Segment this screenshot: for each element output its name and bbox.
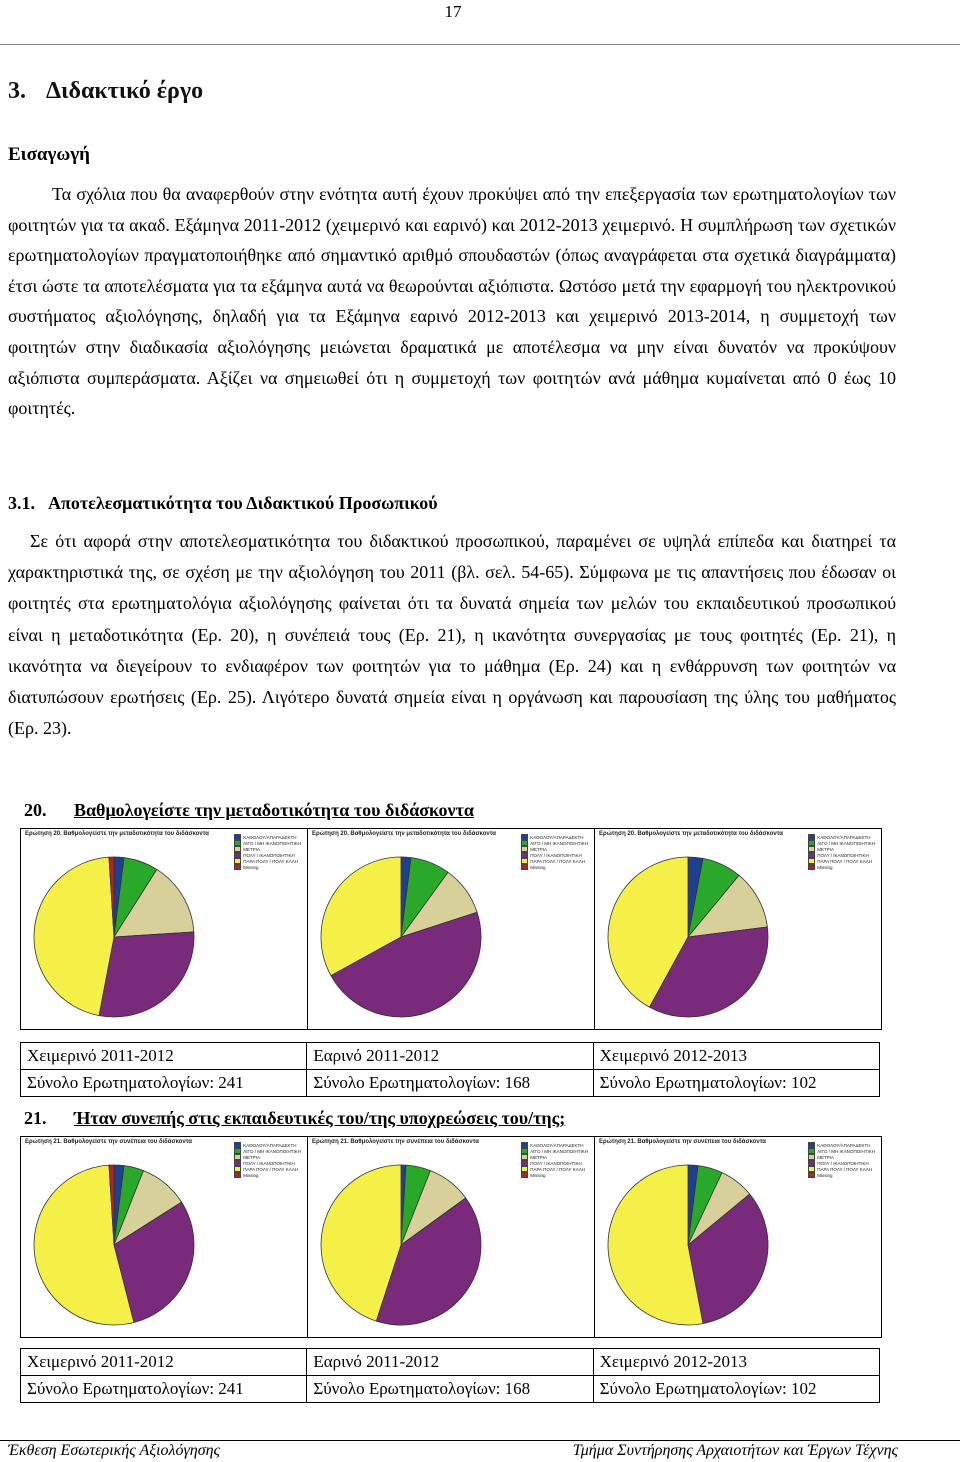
legend-label: ΠΟΛΥ / ΙΚΑΝΟΠΟΙΗΤΙΚΗ [530,852,582,858]
legend-item [521,840,588,846]
legend-label: ΛΙΓΟ / ΜΗ ΙΚΑΝΟΠΟΙΗΤΙΚΗ [530,840,588,846]
q21-heading [24,1108,565,1129]
legend-label: ΠΑΡΑ ΠΟΛΥ / ΠΟΛΥ ΚΑΛΗ [530,858,585,864]
legend-item [808,1148,875,1154]
legend-item [234,858,301,864]
chapter-title: Διδακτικό έργο [46,78,204,104]
legend-label: ΠΟΛΥ / ΙΚΑΝΟΠΟΙΗΤΙΚΗ [817,1160,869,1166]
legend-label: ΛΙΓΟ / ΜΗ ΙΚΑΝΟΠΟΙΗΤΙΚΗ [530,1148,588,1154]
legend-label: ΚΑΘΟΛΟΥ/ΑΠΑΡΑΔΕΚΤΗ [817,1142,871,1148]
legend-item [521,1148,588,1154]
legend-item [521,852,588,858]
legend-label: ΜΕΤΡΙΑ [530,846,548,852]
legend-item [234,1160,301,1166]
pie-chart [29,849,199,1025]
legend-label: ΚΑΘΟΛΟΥ/ΑΠΑΡΑΔΕΚΤΗ [243,834,297,840]
pie-chart [603,1157,773,1333]
legend-item [808,864,875,870]
legend-label: ΠΑΡΑ ΠΟΛΥ / ΠΟΛΥ ΚΑΛΗ [243,1166,298,1172]
legend-label: ΠΟΛΥ / ΙΚΑΝΟΠΟΙΗΤΙΚΗ [530,1160,582,1166]
chart-title: Ερώτηση 21. Βαθμολογείστε την συνέπεια του διδάσκοντα [312,1139,479,1145]
legend-label: ΠΑΡΑ ΠΟΛΥ / ΠΟΛΥ ΚΑΛΗ [817,858,872,864]
legend-swatch [808,1172,815,1178]
header-rule [0,44,960,45]
legend-label: ΚΑΘΟΛΟΥ/ΑΠΑΡΑΔΕΚΤΗ [530,834,584,840]
chart-legend [234,1142,301,1178]
legend-label: ΠΑΡΑ ΠΟΛΥ / ΠΟΛΥ ΚΑΛΗ [817,1166,872,1172]
section-paragraph: Σε ότι αφορά στην αποτελεσματικότητα του διδακτικού προσωπικού, παραμένει σε υψηλά επίπεδα και διατηρεί τα χαρακτηριστικά της, σε σχέση με την αξιολόγηση του 2011 (βλ. σελ. 54-65). Σύμφωνα με τις απαντήσεις που έδωσαν οι φοιτητές στα ερωτηματολόγια αξιολόγησης φαίνεται ότι τα δυνατά σημεία των μελών του εκπαιδευτικού προσωπικού είναι η μεταδοτικότητα (Ερ. 20), η συνέπειά τους (Ερ. 21), η ικανότητα συνεργασίας με τους φοιτητές (Ερ. 21), η ικανότητα να διεγείρουν το ενδιαφέρον των φοιτητών για το μάθημα (Ερ. 24) και η ενθάρρυνση των φοιτητών να διατυπώσουν ερωτήσεις (Ερ. 25). Λιγότερο δυνατά σημεία είναι η οργάνωση και παρουσίαση της ύλης του μαθήματος (Ερ. 23). [8,531,896,739]
legend-item [521,1166,588,1172]
legend-item [234,834,301,840]
legend-item [521,858,588,864]
intro-heading: Εισαγωγή [8,144,90,165]
legend-label: ΠΟΛΥ / ΙΚΑΝΟΠΟΙΗΤΙΚΗ [243,1160,295,1166]
legend-label: ΛΙΓΟ / ΜΗ ΙΚΑΝΟΠΟΙΗΤΙΚΗ [817,840,875,846]
legend-label: Missing [817,864,833,870]
legend-item [808,858,875,864]
caption-total: Σύνολο Ερωτηματολογίων: 241 [21,1376,307,1403]
chart-legend [808,834,875,870]
caption-total: Σύνολο Ερωτηματολογίων: 102 [593,1070,879,1097]
caption-total: Σύνολο Ερωτηματολογίων: 168 [307,1376,593,1403]
caption-term: Εαρινό 2011-2012 [307,1349,593,1376]
chart-title: Ερώτηση 20. Βαθμολογείστε την μεταδοτικότητα του διδάσκοντα [312,831,496,837]
legend-item [234,1142,301,1148]
legend-item [808,840,875,846]
chapter-heading [8,78,203,105]
legend-item [521,834,588,840]
caption-term: Εαρινό 2011-2012 [307,1043,593,1070]
section-title: Αποτελεσματικότητα του Διδακτικού Προσωπικού [48,493,438,513]
legend-label: ΜΕΤΡΙΑ [817,1154,835,1160]
q21-captions [20,1348,880,1403]
legend-label: Missing [243,1172,259,1178]
legend-label: ΚΑΘΟΛΟΥ/ΑΠΑΡΑΔΕΚΤΗ [530,1142,584,1148]
pie-chart [29,1157,199,1333]
chart-legend [521,1142,588,1178]
legend-item [808,1142,875,1148]
legend-label: ΠΑΡΑ ΠΟΛΥ / ΠΟΛΥ ΚΑΛΗ [530,1166,585,1172]
chapter-number: 3. [8,78,26,104]
chart-title: Ερώτηση 20. Βαθμολογείστε την μεταδοτικότητα του διδάσκοντα [599,831,783,837]
q20-number: 20. [24,800,47,820]
q21-number: 21. [24,1108,47,1128]
caption-term: Χειμερινό 2012-2013 [593,1043,879,1070]
legend-label: ΠΟΛΥ / ΙΚΑΝΟΠΟΙΗΤΙΚΗ [817,852,869,858]
legend-label: Missing [530,1172,546,1178]
legend-item [521,1142,588,1148]
legend-item [234,1166,301,1172]
legend-label: ΜΕΤΡΙΑ [243,1154,261,1160]
legend-label: Missing [530,864,546,870]
q21-chart-2 [308,1137,595,1337]
q21-title: Ήταν συνεπής στις εκπαιδευτικές του/της υποχρεώσεις του/της; [74,1108,566,1128]
q20-chart-1 [21,829,308,1029]
legend-label: ΚΑΘΟΛΟΥ/ΑΠΑΡΑΔΕΚΤΗ [817,834,871,840]
legend-label: Missing [817,1172,833,1178]
pie-chart [603,849,773,1025]
q21-chart-3 [595,1137,881,1337]
q21-chart-1 [21,1137,308,1337]
legend-item [521,864,588,870]
q20-title: Βαθμολογείστε την μεταδοτικότητα του διδάσκοντα [74,800,474,820]
legend-item [234,840,301,846]
legend-item [234,1172,301,1178]
pie-chart [316,849,486,1025]
legend-item [808,1166,875,1172]
footer-left: Έκθεση Εσωτερικής Αξιολόγησης [8,1442,221,1459]
q20-chart-2 [308,829,595,1029]
caption-total: Σύνολο Ερωτηματολογίων: 168 [307,1070,593,1097]
caption-total: Σύνολο Ερωτηματολογίων: 102 [593,1376,879,1403]
footer-right: Τμήμα Συντήρησης Αρχαιοτήτων και Έργων Τέχνης [572,1442,898,1459]
pie-slice-3 [99,932,194,1017]
chart-title: Ερώτηση 21. Βαθμολογείστε την συνέπεια του διδάσκοντα [25,1139,192,1145]
legend-label: ΜΕΤΡΙΑ [243,846,261,852]
caption-total: Σύνολο Ερωτηματολογίων: 241 [21,1070,307,1097]
legend-label: ΜΕΤΡΙΑ [530,1154,548,1160]
legend-label: Missing [243,864,259,870]
caption-term: Χειμερινό 2011-2012 [21,1043,307,1070]
caption-term: Χειμερινό 2012-2013 [593,1349,879,1376]
pie-slice-4 [34,857,114,1015]
q20-chart-3 [595,829,881,1029]
q20-captions [20,1042,880,1097]
chart-legend [521,834,588,870]
chart-title: Ερώτηση 20. Βαθμολογείστε την μεταδοτικότητα του διδάσκοντα [25,831,209,837]
legend-swatch [521,864,528,870]
legend-label: ΚΑΘΟΛΟΥ/ΑΠΑΡΑΔΕΚΤΗ [243,1142,297,1148]
footer-rule [0,1440,960,1441]
legend-item [808,1172,875,1178]
legend-item [808,834,875,840]
intro-paragraph: Τα σχόλια που θα αναφερθούν στην ενότητα αυτή έχουν προκύψει από την επεξεργασία των ερωτηματολογίων των φοιτητών για τα ακαδ. Εξάμηνα 2011-2012 (χειμερινό και εαρινό) και 2012-2013 χειμερινό. Η συμπλήρωση των σχετικών ερωτηματολογίων πραγματοποιήθηκε από σημαντικό αριθμό σπουδαστών (όπως αναγράφεται στα σχετικά διαγράμματα) έτσι ώστε τα αποτελέσματα για τα εξάμηνα αυτά να θεωρούνται αξιόπιστα. Ωστόσο μετά την εφαρμογή του ηλεκτρονικού συστήματος αξιολόγησης, δηλαδή για τα Εξάμηνα εαρινό 2012-2013 και χειμερινό 2013-2014, η συμμετοχή των φοιτητών στην διαδικασία αξιολόγησης μειώνεται δραματικά με αποτέλεσμα να μην είναι δυνατόν να προκύψουν αξιόπιστα συμπεράσματα. Αξίζει να σημειωθεί ότι η συμμετοχή των φοιτητών ανά μάθημα κυμαίνεται από 0 έως 10 φοιτητές. [8,184,896,419]
chart-legend [808,1142,875,1178]
pie-chart [316,1157,486,1333]
section-heading [8,493,438,514]
legend-label: ΛΙΓΟ / ΜΗ ΙΚΑΝΟΠΟΙΗΤΙΚΗ [817,1148,875,1154]
legend-swatch [234,864,241,870]
legend-item [808,1160,875,1166]
legend-label: ΛΙΓΟ / ΜΗ ΙΚΑΝΟΠΟΙΗΤΙΚΗ [243,1148,301,1154]
q20-charts [20,828,882,1030]
page-number: 17 [444,2,462,21]
legend-item [521,1160,588,1166]
legend-swatch [808,864,815,870]
q21-charts [20,1136,882,1338]
legend-label: ΠΟΛΥ / ΙΚΑΝΟΠΟΙΗΤΙΚΗ [243,852,295,858]
legend-item [808,852,875,858]
legend-item [521,1172,588,1178]
legend-item [234,1148,301,1154]
legend-label: ΠΑΡΑ ΠΟΛΥ / ΠΟΛΥ ΚΑΛΗ [243,858,298,864]
legend-swatch [234,1172,241,1178]
legend-item [234,852,301,858]
section-number: 3.1. [8,493,35,513]
caption-term: Χειμερινό 2011-2012 [21,1349,307,1376]
chart-legend [234,834,301,870]
legend-label: ΛΙΓΟ / ΜΗ ΙΚΑΝΟΠΟΙΗΤΙΚΗ [243,840,301,846]
q20-heading [24,800,474,821]
legend-swatch [521,1172,528,1178]
chart-title: Ερώτηση 21. Βαθμολογείστε την συνέπεια του διδάσκοντα [599,1139,766,1145]
legend-label: ΜΕΤΡΙΑ [817,846,835,852]
legend-item [234,864,301,870]
